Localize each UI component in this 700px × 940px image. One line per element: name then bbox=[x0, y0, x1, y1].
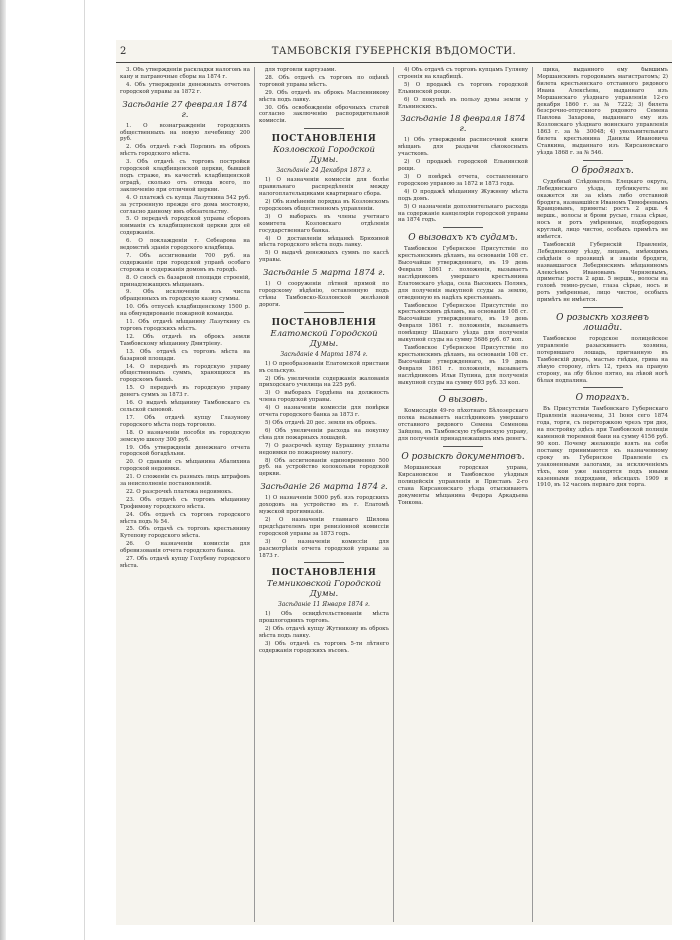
list-item: 3) О повѣркѣ отчета, составленнаго городскою управою за 1872 и 1873 года. bbox=[398, 173, 528, 187]
list-item: 5) О назначеніи дополнительнаго расхода на содержаніе канцеляріи городской управы на 1874 годъ. bbox=[398, 203, 528, 224]
paragraph: 28. Объ отдачѣ съ торговъ по оцѣнкѣ торговой управы мѣстъ. bbox=[259, 74, 389, 88]
divider bbox=[583, 160, 623, 161]
section-subheading: Козловской Городской Думы. bbox=[272, 145, 376, 166]
paragraph: 4. Объ утвержденіи денежныхъ отчетовъ городской управы за 1872 г. bbox=[120, 81, 250, 95]
list-item: 19. Объ утвержденіи денежнаго отчета городской богадѣльни. bbox=[120, 444, 250, 458]
list-item: 2) О продажѣ городской Ельнинской рощи. bbox=[398, 159, 528, 173]
list-item: 1) О преобразованіи Елатомской пристани въ сельскую. bbox=[259, 360, 389, 374]
sitting-date: Засѣданіе 11 Января 1874 г. bbox=[278, 601, 370, 609]
section-subheading: Темниковской Городской Думы. bbox=[266, 579, 382, 600]
list-item: 1) Объ утвержденіи расписочной книги мѣщанъ для раздачи сѣнокосныхъ участковъ. bbox=[398, 137, 528, 158]
list-item: 9. Объ исключеніи изъ числа обращенныхъ въ городскую казну суммы. bbox=[120, 289, 250, 303]
list-item: 23. Объ отдачѣ съ торговъ мѣщанину Трофимову городского мѣста. bbox=[120, 496, 250, 510]
sitting-title: Засѣданіе 5 марта 1874 г. bbox=[263, 268, 385, 279]
page-number: 2 bbox=[120, 46, 127, 57]
paragraph: Въ Присутствіи Тамбовскаго Губернскаго Правленія назначены, 31 Іюня сего 1874 года, торги, съ переторжкою чрезъ три дня, на постройку здѣсь при Тамбовской полиціи каменной тюремной бани на сумму 4156 руб. 90 коп. Почему желающіе взять на себя поставку принимаются къ назначенному сроку въ Губернское Правленіе съ узаконенными залогами, за исключеніемъ тѣхъ, кои уже находятся подъ иными казенными подрядами, мѣсяцахъ 1909 и 1910, въ 12 часовъ перваго дня торга. bbox=[537, 406, 668, 489]
list-item: 4. О платежѣ съ купца Лазуткина 542 руб. за устроенную прежде его дома мостовую, согласно данному имъ обязательству. bbox=[120, 194, 250, 215]
sitting-title: Засѣданіе 18 февраля 1874 г. bbox=[400, 114, 526, 135]
paragraph: Тамбовское Губернское Присутствіе по крестьянскимъ дѣламъ, на основаніи 108 ст. Высочайше утвержденнаго, въ 19 день Февраля 1861 г. положенія, вызываетъ наслѣдниковъ умершаго крестьянина Елатомскаго уѣзда, села Высокихъ Полянъ, для полученія выкупной ссуды за землю, отведенную въ надѣлъ крестьянамъ. bbox=[398, 246, 528, 301]
paragraph: 4) Объ отдачѣ съ торговъ купцамъ Гуляеву строенія на кладбищѣ. bbox=[398, 67, 528, 80]
paragraph: Судебный Слѣдователь Елецкаго округа, Лебедянскаго уѣзда, публикуетъ: не окажется ли за кѣмъ либо отставной бродяга, назвавшійся Иваномъ Тимофеевымъ Кравцовымъ, приметы: ростъ 2 арш. 4 вершк., волосы и брови русые, глаза сѣрые, носъ и ротъ умѣренные, подбородокъ круглый, лицо чистое, особыхъ примѣтъ не имѣется. bbox=[537, 178, 668, 241]
sitting-title: Засѣданіе 26 марта 1874 г. bbox=[260, 482, 388, 493]
list-item: 1. О вознагражденіи городскихъ общественныхъ на новую лечебницу 200 руб. bbox=[120, 122, 250, 143]
section-heading: О вызовахъ къ судамъ. bbox=[408, 233, 518, 244]
divider bbox=[443, 446, 483, 447]
list-item: 1) О назначеніи комиссіи для болѣе правильнаго распредѣленія между налогоплательщиками квартирнаго сбора. bbox=[259, 177, 389, 198]
scan-margin-line bbox=[84, 0, 85, 940]
scan-edge-shadow bbox=[0, 0, 6, 940]
list-item: 2) Объ измѣненіи порядка въ Козловскомъ городскомъ общественномъ управленіи. bbox=[259, 198, 389, 212]
column-1 bbox=[116, 67, 255, 922]
paragraph: 30. Объ освобожденіи оброчныхъ статей согласно заключенію распорядительной комиссіи. bbox=[259, 104, 389, 125]
list-item: 1) Объ освидѣтельствованіи мѣста прошлогоднихъ торговъ. bbox=[259, 611, 389, 625]
list-item: 4) О доставленіи мѣщанкѣ Брюхиной мѣста городского мѣста подъ лавку. bbox=[259, 235, 389, 249]
list-item: 3) Объ отдачѣ съ торговъ 5-ти лѣтнего содержанія городскихъ въсовъ. bbox=[259, 641, 389, 654]
list-item: 14. О передачѣ въ городскую управу общественныхъ суммъ, хранящихся въ городскомъ банкѣ. bbox=[120, 363, 250, 384]
list-item: 11. Объ отдачѣ мѣщанину Лазуткину съ торговъ городскихъ мѣстъ. bbox=[120, 319, 250, 332]
list-item: 3) О выборахъ въ члены учетнаго комитета Козловскаго отдѣленія государственнаго банка. bbox=[259, 213, 389, 234]
list-item: 16. О выдачѣ мѣщанину Тамбовскаго съ сельской сыновой. bbox=[120, 400, 250, 413]
list-item: 4) О продажѣ мѣщанину Жужневу мѣста подъ домъ. bbox=[398, 188, 528, 202]
divider bbox=[304, 128, 344, 129]
paragraph: Моршанская городская управа, Кирсановское и Тамбовское уѣздныя полицейскія управленія и Приставъ 2-го стана Кирсановскаго уѣзда отыскиваютъ документы мѣщанина Федора Аркадьева Тонкова. bbox=[398, 464, 528, 506]
list-item: 3) О назначеніи комиссіи для разсмотрѣнія отчета городской управы за 1873 г. bbox=[259, 538, 389, 559]
list-item: 22. О разсрочкѣ платежа недоимокъ. bbox=[126, 488, 233, 495]
paragraph: Тамбовское Губернское Присутствіе по крестьянскимъ дѣламъ, на основаніи 108 ст. Высочайше утвержденнаго, въ 19 день Февраля 1861 г. положенія, вызываетъ помѣщицу Шацкаго уѣзда для полученія выкупной ссуды на сумму 5686 руб. 67 коп. bbox=[398, 302, 528, 344]
page-header bbox=[116, 40, 672, 63]
list-item: 25. Объ отдачѣ съ торговъ крестьянину Кутепову городского мѣста. bbox=[120, 526, 250, 540]
paragraph: для торговли картузами. bbox=[265, 67, 337, 73]
section-heading: ПОСТАНОВЛЕНІЯ bbox=[271, 568, 377, 579]
list-item: 15. О передачѣ въ городскую управу денегъ суммъ за 1873 г. bbox=[120, 385, 250, 399]
section-heading: ПОСТАНОВЛЕНІЯ bbox=[271, 317, 377, 328]
list-item: 27. Объ отдачѣ купцу Голубеву городского мѣста. bbox=[120, 556, 250, 569]
list-item: 2) Объ отдачѣ купцу Жутникову въ оброкъ мѣста подъ лавку. bbox=[259, 626, 389, 640]
list-item: 8. О сносѣ съ базарной площади строеній, принадлежащихъ мѣщанамъ. bbox=[120, 274, 250, 288]
list-item: 6. О поклажденіи г. Себеарова на ведомствѣ зданія городского кладбища. bbox=[120, 238, 250, 252]
section-heading: О вызовѣ. bbox=[438, 395, 488, 406]
list-item: 3. Объ отдачѣ съ торговъ постройки городской кладбищенской церкви, бывшей подъ страже, въ качествѣ кладбищенской оградѣ, сколько отъ отвода всего, по заключенію при отличной церкви. bbox=[120, 159, 250, 193]
list-item: 1) О сооруженіи лѣтней прямой по городскому вѣдѣнію, оставленную подъ стѣны Тамбовско-Козловской желѣзной дороги. bbox=[259, 281, 389, 308]
divider bbox=[583, 307, 623, 308]
list-item: 18. О назначеніи пособія въ городскую земскую школу 300 руб. bbox=[120, 429, 250, 443]
list-item: 13. Объ отдачѣ съ торговъ мѣста на базарной площади. bbox=[120, 348, 250, 362]
list-item: 4) О назначеніи комиссіи для повѣрки отчета городского банка за 1873 г. bbox=[259, 405, 389, 419]
columns bbox=[116, 63, 672, 922]
list-item: 7. Объ ассигнованіи 700 руб. на содержаніе при городской управѣ особаго сторожа и содержанія домовъ въ городѣ. bbox=[120, 252, 250, 273]
section-heading: О розыскѣ хозяевъ лошади. bbox=[556, 313, 649, 334]
column-2 bbox=[255, 67, 394, 922]
list-item: 21. О сложеніи съ разныхъ лицъ штрафовъ за неисполненіе постановленій. bbox=[120, 474, 250, 488]
newspaper-title: ТАМБОВСКІЯ ГУБЕРНСКІЯ ВѢДОМОСТИ. bbox=[271, 46, 517, 57]
paragraph: щика, выданного ему бывшимъ Моршанскимъ городовымъ магистратомъ; 2) билета крестьянскаго отставного рядового Ивана Алексѣева, выданнаго изъ Моршанскаго уѣзднаго управленія 12-го декабря 1860 г. за № 7222; 3) билета безсрочно-отпускного рядового Семена Павлова Захарова, выданнаго ему изъ Козловскаго уѣзднаго воинскаго управленія 1863 г. за № 30048; 4) увольнительнаго билета крестьянина Данилы Ивановича Ставкина, выданнаго изъ Кирсановскаго уѣзда 1868 г. за № 546. bbox=[537, 67, 668, 156]
list-item: 10. Объ отпускѣ кладбищенскому 1500 р. на обмундированіе пожарной команды. bbox=[120, 304, 250, 318]
newspaper-page bbox=[116, 40, 672, 925]
list-item: 6) Объ увеличеніи расхода на покупку сѣна для пожарныхъ лошадей. bbox=[259, 427, 389, 441]
sitting-title: Засѣданіе 27 февраля 1874 г. bbox=[122, 99, 248, 120]
section-heading: О торгахъ. bbox=[575, 393, 630, 404]
divider bbox=[304, 312, 344, 313]
list-item: 24. Объ отдачѣ съ торговъ городского мѣста подъ № 54. bbox=[120, 511, 250, 525]
section-heading: О бродягахъ. bbox=[571, 165, 634, 176]
column-3 bbox=[394, 67, 533, 922]
paragraph: 3. Объ утвержденіи раскладки налоговъ на кану и патравочные сборы на 1874 г. bbox=[120, 67, 250, 80]
divider bbox=[443, 389, 483, 390]
list-item: 5) О выдачѣ денежныхъ суммъ по кассѣ управы. bbox=[259, 250, 389, 264]
paragraph: 29. Объ отдачѣ въ оброкъ Масленникову мѣста подъ лавку. bbox=[259, 89, 389, 103]
paragraph: Комиссарія 49-го пѣхотнаго Бѣлозерскаго полка вызываетъ наслѣдниковъ умершаго отставного рядового Семена Семенова Зайцева, въ Тамбовскую губернскую управу, для полученія принадлежащихъ имъ денегъ. bbox=[398, 408, 528, 443]
section-heading: О розыскѣ документовъ. bbox=[401, 451, 525, 462]
divider bbox=[443, 227, 483, 228]
list-item: 2) Объ увеличеніи содержанія жалованія приходскаго училища на 225 руб. bbox=[259, 375, 389, 389]
paragraph: Тамбовское Губернское Присутствіе по крестьянскимъ дѣламъ, на основаніи 108 ст. Высочайше утвержденнаго, въ 19 день Февраля 1861 г. положенія, вызываетъ наслѣдниковъ Ильи Пупина, для полученія выкупной ссуды на сумму 693 руб. 33 коп. bbox=[398, 345, 528, 386]
list-item: 12. Объ отдачѣ въ оброкъ земли Тамбовскому мѣщанину Дмитріеву. bbox=[120, 333, 250, 347]
column-4 bbox=[533, 67, 672, 922]
list-item: 1) О назначеніи 5000 руб. изъ городскихъ доходовъ на устройство въ г. Елатомѣ мужской прогимназіи. bbox=[259, 495, 389, 516]
paragraph: 6) О покупкѣ въ пользу думы земли у Ельнинскихъ. bbox=[398, 96, 528, 110]
list-item: 3) О выборахъ Гордѣева на должность члена городской управы. bbox=[259, 390, 389, 404]
paragraph: Тамбовское городское полицейское управленіе разыскиваетъ хозяина, потерявшаго лошадь, пригнанную въ Тамбовскій дворъ, мастью гнѣдая, грива на лѣвую сторону, лѣтъ 12, трехъ на правую сторону, на лбу бѣлое пятно, на лѣвой ногѣ бѣлая подпалина. bbox=[537, 336, 668, 384]
sitting-date: Засѣданіе 24 Декабря 1873 г. bbox=[276, 167, 372, 175]
list-item: 20. О сдаваніи съ мѣщанина Абалихина городской недоимки. bbox=[120, 459, 250, 473]
list-item: 7) О разсрочкѣ купцу Бурашину уплаты недоимки по пожарному налогу. bbox=[259, 442, 389, 456]
divider bbox=[583, 387, 623, 388]
sitting-date: Засѣданіе 4 Марта 1874 г. bbox=[280, 350, 368, 358]
paragraph: Тамбовскій Губернскій Правленія, Лебедянскому уѣзду, лицамъ, имѣющимъ свѣдѣнія о прозвищѣ и званіи бродяги, назвавшагося Лебедянскимъ мѣщаниномъ Алексѣемъ Ивановымъ Черняевымъ, приметы: роста 2 арш. 5 вершк., волосы на головѣ темно-русые, глаза сѣрые, носъ и ротъ умѣренные, лицо чистое, особыхъ примѣтъ не имѣется. bbox=[537, 241, 668, 304]
list-item: 5) Объ отдачѣ 20 дес. земли въ оброкъ. bbox=[265, 420, 377, 426]
divider bbox=[304, 562, 344, 563]
list-item: 26. О назначеніи комиссіи для обревизованія отчета городского банка. bbox=[120, 541, 250, 555]
list-item: 2) О назначеніи главнаго Шилова предсѣдателемъ при ревизіонной комиссіи городской управы за 1873 годъ. bbox=[259, 516, 389, 537]
list-item: 2. Объ отдачѣ г-жѣ Порлинъ въ оброкъ мѣстъ городского мѣста. bbox=[120, 144, 250, 158]
section-heading: ПОСТАНОВЛЕНІЯ bbox=[271, 134, 377, 145]
list-item: 8) Объ ассигнованіи единовременно 500 руб. на устройство колокольни городской церкви. bbox=[259, 457, 389, 478]
paragraph: 5) О продажѣ съ торговъ городской Ельнинской рощи. bbox=[398, 81, 528, 95]
section-subheading: Елатомской Городской Думы. bbox=[270, 328, 378, 349]
list-item: 17. Объ отдачѣ купцу Глазунову городского мѣста подъ торговлю. bbox=[120, 414, 250, 428]
list-item: 5. О передачѣ городской управы сборовъ взиманія съ кладбищенской церкви для её содержанія. bbox=[120, 216, 250, 237]
